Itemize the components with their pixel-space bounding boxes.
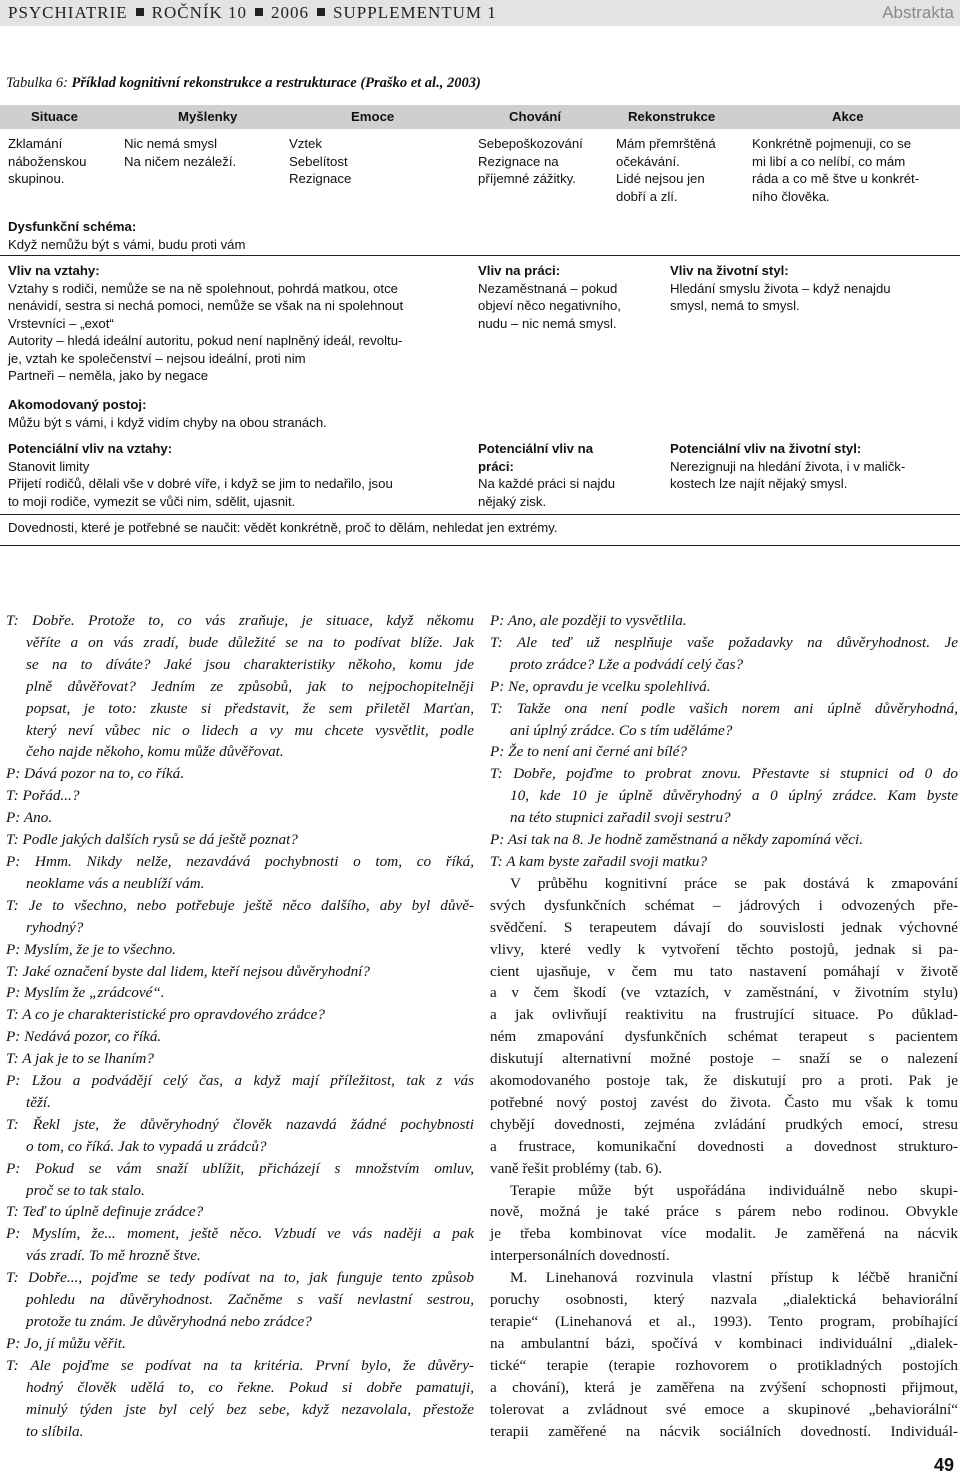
cell-line: smysl, nemá to smysl. [670,298,800,313]
text-line: ani úplný zrádce. Co s tím uděláme? [510,721,733,739]
cell-line: náboženskou [8,153,87,169]
text-line: popsat, je toto: zkuste si představit, že sem přiletěl Marťan, [26,699,474,717]
text-line: hodný člověk udělá to, co řekne. Pokud si dobře pamatuji, [26,1378,474,1396]
text-line: tické“ terapie (terapie rozhovorem o protikladných postojích [490,1356,958,1374]
square-separator-icon [255,8,263,16]
cell-line: Partneři – neměla, jako by negace [8,368,209,383]
cell-line: to moji rodiče, vymezit se vůči nim, sdělit, ujasnit. [8,493,296,509]
cell-line: Mám přemrštěná [616,136,716,151]
text-line: T: Teď to úplně definuje zrádce? [6,1203,204,1221]
potential-relationships [8,440,393,510]
cell-line: Vrstevníci – „exot“ [8,315,114,331]
table-bottom-rule [0,545,960,546]
text-line: P: Myslím že „zrádcové“. [6,984,165,1002]
text-line: T: Jaké označení byste dal lidem, kteří nejsou důvěryhodní? [6,962,370,980]
influence-work [478,262,621,332]
cell-line: Vztahy s rodiči, nemůže se na ně spolehnout, pohrdá matkou, otce [8,280,398,296]
text-line: T: A jak je to se lhaním? [6,1050,154,1068]
cell-rekonstrukce [616,135,716,205]
reconstruction-table [0,105,960,547]
text-line: V průběhu kognitivní práce se pak dostává k zmapování [510,874,958,892]
potential-title: práci: [478,458,514,474]
potential-title: Potenciální vliv na [478,441,594,456]
text-line: těží. [26,1093,51,1111]
cell-line: příjemné zážitky. [478,171,576,186]
text-line: neoklame vás a neublíží vám. [26,874,205,892]
text-line: vlivy, které vedly k vytvoření těchto postojů, jednak si pa- [490,940,958,958]
text-line: P: Dává pozor na to, co říká. [6,765,185,783]
table-caption-title: Příklad kognitivní rekonstrukce a restrukturace (Praško et al., 2003) [71,75,481,91]
cell-line: Sebepoškozování [478,136,583,151]
cell-line: Sebelítost [289,153,348,169]
cell-line: Nezaměstnaná – pokud [478,280,618,296]
row-divider [0,514,960,515]
text-line: T: Podle jakých dalších rysů se dá ještě poznat? [6,831,298,849]
text-line: P: Ano. [6,809,53,827]
text-line: P: Jo, jí můžu věřit. [6,1334,126,1352]
dysfunctional-schema [8,218,245,253]
text-line: nově, možná je také práce s párem nebo rodinou. Obvykle [490,1203,958,1221]
journal-running-head [8,3,497,23]
text-line: interpersonálních dovedností. [490,1247,670,1265]
text-line: který neví vůbec nic o lidech a vy mu chcete vysvětlit, podle [26,721,474,739]
cell-line: skupinou. [8,171,65,186]
text-line: a chování), která je zaměřena na zvýšení schopnosti přijmout, [490,1378,958,1396]
column-header-emoce: Emoce [351,109,395,124]
cell-line: nenávidí, sestra si nechá pomoci, nemůže se však na ni spolehnout [8,298,404,313]
cell-line: Lidé nejsou jen [616,171,705,186]
column-header-situace: Situace [31,109,78,124]
text-line: P: Asi tak na 8. Je hodně zaměstnaná a někdy zapomíná věci. [490,831,863,849]
text-line: svědčení. S terapeutem dávají do souvislosti jednak výchovné [490,918,958,936]
text-line: minulý týden jste byl celý bez sebe, když nezavolala, přestože [26,1400,474,1418]
schema-title: Dysfunkční schéma: [8,219,137,234]
potential-work [478,440,615,510]
text-line: T: Takže ona není podle vašich norem ani úplně důvěryhodná, [490,699,958,717]
text-line: chybějí dovednosti, zejména zvládání prudkých emocí, stresu [490,1115,958,1133]
text-line: M. Linehanová rozvinula vlastní přístup k léčbě hraniční [510,1269,958,1287]
text-line: T: Ale pojďme se podívat na ta kritéria. První bylo, že důvěry- [6,1356,474,1374]
page-number: 49 [933,1455,954,1475]
text-line: T: Dobře, pojďme to probrat znovu. Přestavte si stupnici od 0 do [490,765,958,783]
column-header-chovani: Chování [509,109,562,124]
right-text-column [490,610,958,1442]
text-line: proč se to tak stalo. [26,1181,145,1199]
cell-line: očekávání. [616,153,680,169]
text-line: P: Ne, opravdu je vcelku spolehlivá. [490,677,711,695]
cell-emoce [289,135,351,188]
row-divider [0,255,960,256]
text-line: potřebné nový postoj zavést do života. Často mu však k tomu [490,1093,958,1111]
text-line: T: Dobře..., pojďme se tedy podívat na to, jak funguje tento způsob [6,1269,474,1287]
table-caption-label: Tabulka 6: [6,75,68,91]
page-header [0,0,960,26]
cell-line: Na každé práci si najdu [478,476,616,491]
text-line: P: Nedává pozor, co říká. [6,1028,162,1046]
text-line: P: Ano, ale později to vysvětlila. [490,612,687,629]
text-line: na této stupnici zařadil svoji sestru? [510,809,731,827]
skills-footer: Dovednosti, které je potřebné se naučit: vědět konkrétně, proč to dělám, nehledat jen extrémy. [8,520,558,535]
text-line: a frustrace, komunikační dovednosti a dovednost strukturo- [490,1137,958,1155]
text-line: T: Řekl jste, že důvěryhodný člověk nazavdá žádné pochybnosti [6,1115,474,1133]
cell-line: mi libí a co nelíbí, co mám [752,153,906,169]
text-line: Terapie může být uspořádána individuálně nebo skupi- [510,1181,958,1199]
cell-line: Nic nemá smysl [124,136,218,151]
text-line: 10, kde 10 je úplně důvěryhodný a 0 úplný zrádce. Kam byste [510,787,958,805]
text-line: tolerovat a zvládnout své emoce a skupinové „behaviorální“ [490,1400,958,1418]
text-line: T: Ale teď už nesplňuje vaše požadavky na důvěryhodnost. Je [490,633,958,651]
text-line: vás zradí. To mě hrozně štve. [26,1247,201,1265]
text-line: vaně řešit problémy (tab. 6). [490,1159,663,1177]
cell-line: Hledání smyslu života – když nenajdu [670,280,891,296]
section-label: Abstrakta [882,3,954,22]
supplement-label: SUPPLEMENTUM 1 [333,3,497,22]
influence-title: Vliv na životní styl: [670,263,789,278]
text-line: poruchy osobnosti, který nazvala „dialektická behaviorální [490,1291,958,1309]
cell-line: objeví něco negativního, [478,298,621,313]
text-line: terapie“ (Linehanová et al., 1993). Tento program, probíhající [490,1313,958,1330]
text-line: T: A kam byste zařadil svoji matku? [490,852,708,870]
cell-myslenky [124,135,236,170]
text-line: protože tu znám. Je důvěryhodná nebo zrádce? [26,1313,312,1330]
cell-line: ního člověka. [752,188,830,204]
potential-lifestyle [670,440,905,493]
cell-line: Nerezignuji na hledání života, i v maličk- [670,458,906,474]
table-header-row [0,105,960,129]
text-line: svých dysfunkčních schémat – jádrových i odvozených pře- [490,896,958,914]
text-line: T: A co je charakteristické pro opravdového zrádce? [6,1006,326,1024]
accommodated-stance [8,396,327,431]
square-separator-icon [317,8,325,16]
cell-line: kostech lze najít nějaký smysl. [670,476,848,491]
text-line: proto zrádce? Lže a podvádí celý čas? [510,655,744,673]
influence-title: Vliv na práci: [478,263,561,278]
text-line: na ambulantní bázi, spočívá v kombinaci individuální „dialek- [490,1334,958,1352]
cell-line: Přijetí rodičů, dělali vše v dobré víře, i když se jim to nedařilo, jsou [8,476,393,491]
text-line: a v čem škodí (ve vztazích, v zaměstnání, v životním stylu) [490,984,958,1002]
cell-akce [752,135,919,205]
journal-name: PSYCHIATRIE [8,3,128,22]
cell-chovani [478,135,583,188]
cell-line: Vztek [289,136,322,151]
stance-title: Akomodovaný postoj: [8,397,147,412]
text-line: ném zmapování dysfunkčních schémat terapeut s pacientem [490,1028,958,1046]
stance-text: Můžu být s vámi, i když vidím chyby na obou stranách. [8,414,327,430]
text-line: o tom, co říká. Jak to vypadá u zrádců? [26,1137,267,1155]
text-line: pohledu na důvěryhodnost. Začněme s vaší nevlastní sestrou, [26,1291,474,1309]
text-line: diskutují alternativní možné postoje – snaží se o nalezení [490,1050,958,1068]
cell-line: je, vztah ke společenství – nejsou ideální, proti nim [8,350,306,366]
cell-line: ráda a co mě štve u konkrét- [752,171,920,186]
text-line: věříte a on vás zradí, bude důležité se na to podívat blíže. Jak [26,633,474,651]
cell-line: Rezignace na [478,153,559,169]
table-caption [6,75,481,92]
cell-situace [8,135,86,188]
text-line: P: Že to není ani černé ani bílé? [490,743,687,761]
volume-label: ROČNÍK 10 [151,3,248,22]
year-label: 2006 [271,3,310,22]
influence-lifestyle [670,262,891,315]
text-line: T: Pořád...? [6,787,80,805]
text-line: T: Je to všechno, nebo potřebuje ještě něco dalšího, aby byl důvě- [6,896,474,914]
text-line: a jak ovlivňují reaktivitu na frustrující situace. Po důklad- [490,1006,958,1024]
potential-title: Potenciální vliv na vztahy: [8,441,173,456]
influence-title: Vliv na vztahy: [8,263,100,278]
cell-line: Zklamání [8,136,63,151]
text-line: T: Dobře. Protože to, co vás zraňuje, je situace, když někomu [6,612,474,629]
left-text-column [6,610,474,1442]
text-line: P: Lžou a podvádějí celý čas, a když mají příležitost, tak z vás [6,1072,474,1090]
text-line: ryhodný? [26,918,84,936]
text-line: P: Myslím, že je to všechno. [6,940,176,958]
cell-line: Rezignace [289,171,352,186]
cell-line: nudu – nic nemá smysl. [478,315,617,331]
cell-line: dobří a zlí. [616,188,678,204]
text-line: P: Myslím, že... moment, ještě něco. Vzbudí ve vás naději a pak [6,1225,474,1243]
text-line: cient ujasňuje, v čem mu tato nastavení pomáhají v životě [490,962,958,980]
cell-line: Autority – hledá ideální autoritu, pokud není naplněný ideál, revoltu- [8,333,403,348]
influence-relationships [8,262,403,385]
potential-title: Potenciální vliv na životní styl: [670,441,862,456]
text-line: je třeba kombinovat více modalit. Je zaměřená na nácvik [490,1225,958,1243]
cell-line: Stanovit limity [8,458,90,474]
text-line: plně důvěřovat? Jedním ze způsobů, jak to nejpochopitelněji [26,677,474,695]
text-line: terapii zaměřené na nácvik sociálních dovedností. Individuál- [490,1422,958,1440]
cell-line: nějaký zisk. [478,493,547,509]
text-line: akomodovaného postoje tak, že diskutují pro a proti. Pak je [490,1072,958,1090]
square-separator-icon [136,8,144,16]
schema-text: Když nemůžu být s vámi, budu proti vám [8,236,246,252]
column-header-rekonstrukce: Rekonstrukce [628,109,716,124]
text-line: P: Pokud se vám snaží ublížit, přicházejí s množstvím omluv, [6,1159,474,1177]
text-line: P: Hmm. Nikdy nelže, nezavdává pochybnosti o tom, co říká, [6,852,474,870]
text-line: čeho najde někoho, komu může důvěřovat. [26,743,284,761]
cell-line: Konkrétně pojmenuji, co se [752,136,912,151]
cell-line: Na ničem nezáleží. [124,153,237,169]
column-header-myslenky: Myšlenky [178,109,238,124]
text-line: to slíbila. [26,1422,84,1440]
column-header-akce: Akce [832,109,864,124]
text-line: se na to díváte? Jaké jsou charakteristiky někoho, komu jde [26,655,474,673]
